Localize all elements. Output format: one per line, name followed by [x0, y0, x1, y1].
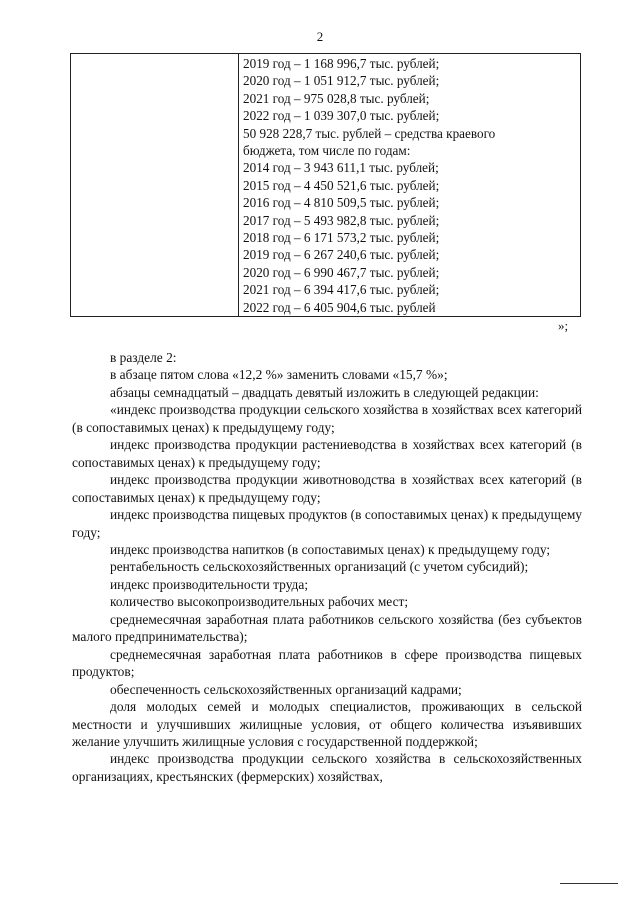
funding-line: 2016 год – 4 810 509,5 тыс. рублей; — [243, 195, 440, 211]
funding-table — [70, 53, 581, 317]
paragraph: «индекс производства продукции сельского хозяйства в хозяйствах всех категорий (в сопоставимых ценах) к предыдущему году; — [72, 402, 582, 435]
closing-quote-mark: »; — [558, 318, 569, 333]
paragraph: рентабельность сельскохозяйственных организаций (с учетом субсидий); — [110, 559, 529, 575]
funding-line: 50 928 228,7 тыс. рублей – средства краевого — [243, 125, 496, 141]
funding-line: 2019 год – 6 267 240,6 тыс. рублей; — [243, 247, 440, 263]
paragraph: индекс производительности труда; — [110, 576, 309, 592]
paragraph: среднемесячная заработная плата работников в сфере производства пищевых продуктов; — [72, 646, 582, 680]
paragraph: доля молодых семей и молодых специалистов, проживающих в сельской местности и улучшивших жилищные условия, от общего количества изъявивших желание улучшить жилищные условия с государственной поддержкой; — [72, 699, 582, 749]
funding-line: 2014 год – 3 943 611,1 тыс. рублей; — [243, 160, 439, 176]
table-right-cell — [239, 54, 580, 317]
paragraph: индекс производства продукции животноводства в хозяйствах всех категорий (в сопоставимых ценах) к предыдущему году; — [72, 472, 582, 505]
paragraph: в разделе 2: — [110, 350, 177, 365]
paragraph: абзацы семнадцатый – двадцать девятый изложить в следующей редакции: — [110, 384, 539, 400]
document-body — [72, 349, 582, 785]
funding-line: 2019 год – 1 168 996,7 тыс. рублей; — [243, 56, 440, 71]
paragraph: индекс производства продукции сельского хозяйства в сельскохозяйственных организациях, крестьянских (фермерских) хозяйствах, — [72, 751, 582, 784]
paragraph: обеспеченность сельскохозяйственных организаций кадрами; — [110, 681, 462, 697]
funding-line: 2022 год – 1 039 307,0 тыс. рублей; — [243, 108, 440, 124]
funding-line: 2015 год – 4 450 521,6 тыс. рублей; — [243, 177, 440, 193]
funding-line: бюджета, том числе по годам: — [243, 143, 411, 159]
paragraph: в абзаце пятом слова «12,2 %» заменить словами «15,7 %»; — [110, 367, 448, 383]
funding-line: 2021 год – 975 028,8 тыс. рублей; — [243, 90, 430, 106]
table-left-cell — [71, 54, 239, 316]
funding-line: 2021 год – 6 394 417,6 тыс. рублей; — [243, 282, 440, 298]
funding-line: 2020 год – 1 051 912,7 тыс. рублей; — [243, 73, 440, 89]
funding-line: 2017 год – 5 493 982,8 тыс. рублей; — [243, 212, 440, 228]
page-number: 2 — [316, 29, 324, 44]
funding-line: 2018 год – 6 171 573,2 тыс. рублей; — [243, 230, 440, 246]
funding-line: 2020 год – 6 990 467,7 тыс. рублей; — [243, 264, 440, 280]
footer-rule — [560, 883, 618, 884]
paragraph: индекс производства продукции растениеводства в хозяйствах всех категорий (в сопоставимых ценах) к предыдущему году; — [72, 437, 582, 470]
funding-line: 2022 год – 6 405 904,6 тыс. рублей — [243, 299, 436, 315]
paragraph: среднемесячная заработная плата работников сельского хозяйства (без субъектов малого предпринимательства); — [72, 611, 582, 645]
paragraph: индекс производства пищевых продуктов (в сопоставимых ценах) к предыдущему году; — [72, 507, 582, 540]
paragraph: индекс производства напитков (в сопоставимых ценах) к предыдущему году; — [110, 541, 551, 557]
paragraph: количество высокопроизводительных рабочих мест; — [110, 594, 409, 610]
